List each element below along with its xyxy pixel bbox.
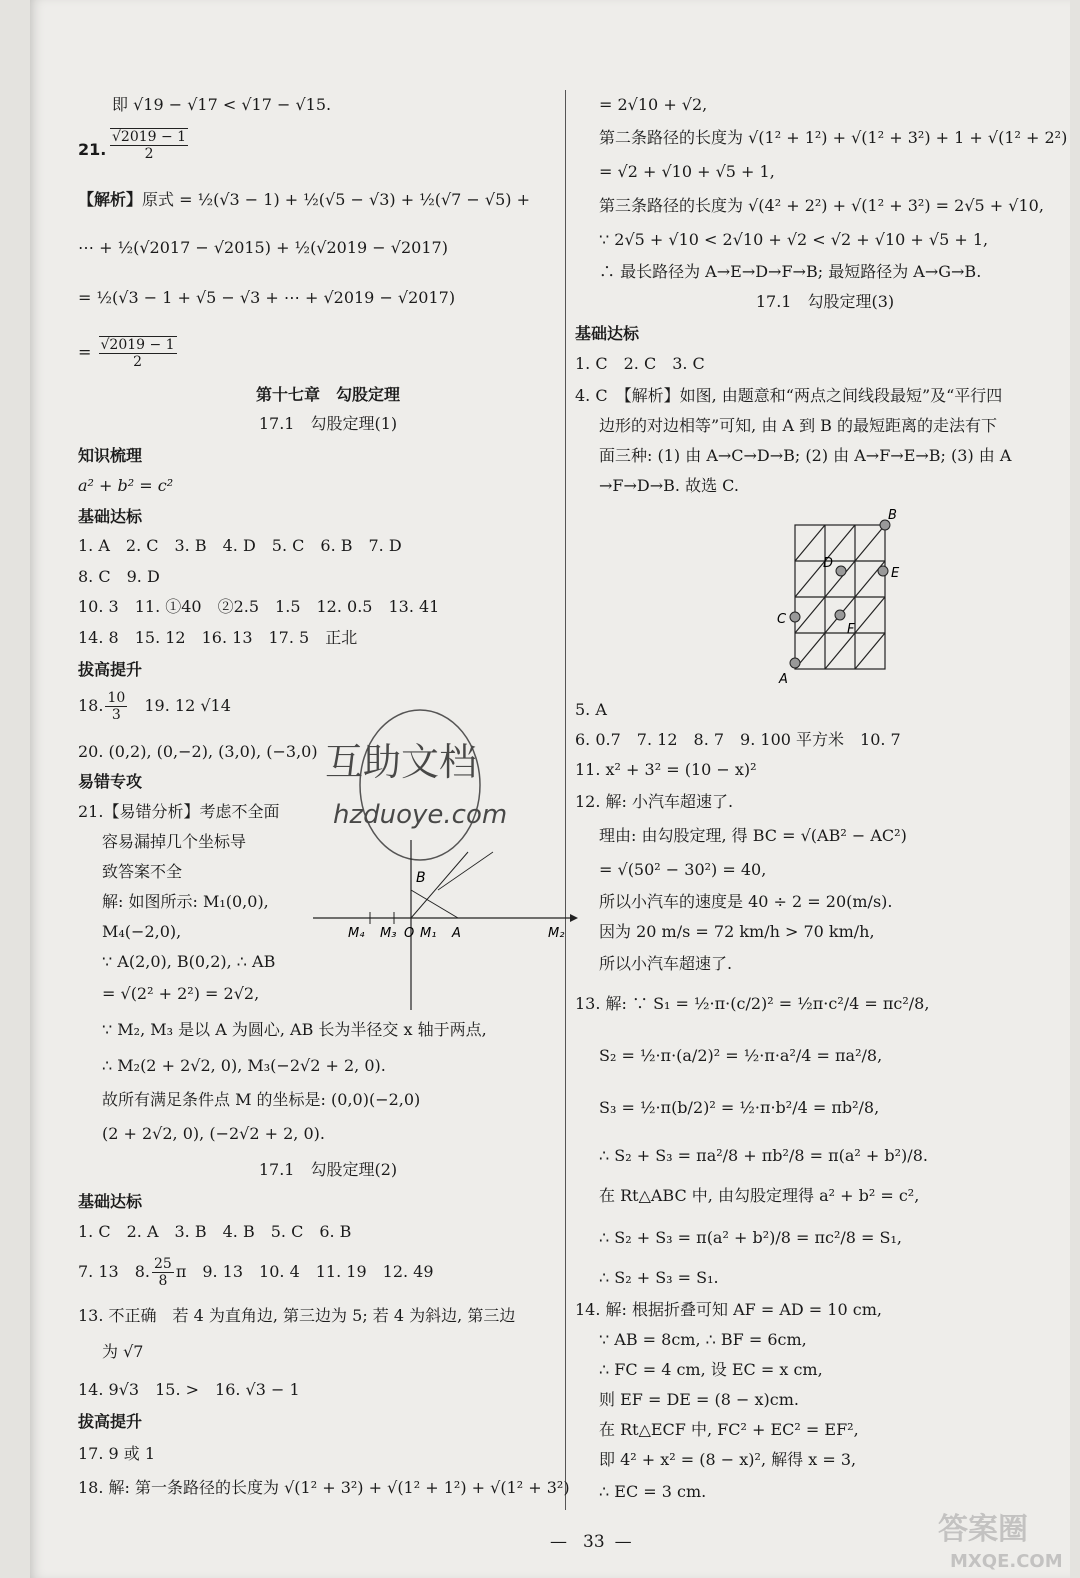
answer-line: 14. 8 15. 12 16. 13 17. 5 正北 bbox=[78, 628, 358, 647]
watermark-circle bbox=[360, 710, 480, 860]
text-line: = √2 + √10 + √5 + 1, bbox=[599, 162, 775, 181]
text-line: ∵ AB = 8cm, ∴ BF = 6cm, bbox=[599, 1330, 807, 1349]
watermark-url: hzduoye.com bbox=[333, 800, 508, 830]
answer-line: 1. C 2. C 3. C bbox=[575, 354, 705, 373]
grid-diagonal bbox=[795, 525, 825, 561]
document-page bbox=[30, 0, 1070, 1578]
text-line: →F→D→B. 故选 C. bbox=[599, 476, 739, 495]
text-line: 在 Rt△ABC 中, 由勾股定理得 a² + b² = c², bbox=[599, 1186, 920, 1205]
text-line: S₃ = ½·π(b/2)² = ½·π·b²/4 = πb²/8, bbox=[599, 1098, 880, 1117]
label-m4: M₄ bbox=[348, 926, 365, 941]
answer-line: 13. 不正确 若 4 为直角边, 第三边为 5; 若 4 为斜边, 第三边 bbox=[78, 1306, 516, 1325]
answer-line: 18. $\frac{10}{3}$ 19. 12 √14 bbox=[78, 690, 231, 723]
text-line: 则 EF = DE = (8 − x)cm. bbox=[599, 1390, 800, 1409]
analysis-result: = $\frac{√2019 - 1}{2}$ bbox=[78, 337, 175, 370]
text-line: ∴ 最长路径为 A→E→D→F→B; 最短路径为 A→G→B. bbox=[599, 262, 982, 281]
subheading: 基础达标 bbox=[78, 507, 143, 526]
corner-watermark bbox=[930, 1505, 1080, 1575]
label-d: D bbox=[823, 556, 834, 571]
subheading: 知识梳理 bbox=[78, 446, 143, 465]
text-line: 解: 如图所示: M₁(0,0), bbox=[102, 892, 269, 911]
text-line: 容易漏掉几个坐标导 bbox=[102, 832, 247, 851]
question-number: 21. bbox=[78, 140, 107, 159]
coordinate-figure bbox=[308, 840, 578, 1010]
label-o: O bbox=[404, 926, 415, 941]
subheading: 拔高提升 bbox=[78, 1412, 143, 1431]
corner-watermark-url: MXQE.COM bbox=[950, 1551, 1063, 1572]
text-line: M₄(−2,0), bbox=[102, 922, 182, 941]
corner-watermark-title: 答案圈 bbox=[938, 1512, 1028, 1547]
answer-line: 18. 解: 第一条路径的长度为 √(1² + 3²) + √(1² + 1²) + √(1² + 3²) bbox=[78, 1478, 570, 1497]
grid-diagonal bbox=[855, 525, 885, 561]
answer-line: 14. 9√3 15. > 16. √3 − 1 bbox=[78, 1380, 300, 1399]
point-f bbox=[835, 610, 845, 620]
answer-line: 21.【易错分析】考虑不全面 bbox=[78, 802, 280, 821]
text-line: 所以小汽车的速度是 40 ÷ 2 = 20(m/s). bbox=[599, 892, 893, 911]
subheading: 拔高提升 bbox=[78, 660, 143, 679]
label-f: F bbox=[847, 622, 855, 637]
text-line: 因为 20 m/s = 72 km/h > 70 km/h, bbox=[599, 922, 875, 941]
text-line: ∴ M₂(2 + 2√2, 0), M₃(−2√2 + 2, 0). bbox=[102, 1056, 386, 1075]
label-a: A bbox=[452, 926, 461, 941]
page-footer: — 33 — bbox=[550, 1532, 638, 1552]
grid-diagonal bbox=[855, 597, 885, 633]
text-line: 面三种: (1) 由 A→C→D→B; (2) 由 A→F→E→B; (3) 由 A bbox=[599, 446, 1012, 465]
text-line: = √(50² − 30²) = 40, bbox=[599, 860, 767, 879]
watermark-text: 互助文档 bbox=[325, 740, 478, 784]
section-title: 17.1 勾股定理(3) bbox=[755, 292, 895, 311]
point-d bbox=[836, 566, 846, 576]
point-a bbox=[790, 658, 800, 668]
answer-line: 10. 3 11. ①40 ②2.5 1.5 12. 0.5 13. 41 bbox=[78, 597, 440, 616]
text-line: S₂ = ½·π·(a/2)² = ½·π·a²/4 = πa²/8, bbox=[599, 1046, 883, 1065]
label-m3: M₃ bbox=[380, 926, 397, 941]
text-line: 所以小汽车超速了. bbox=[599, 954, 733, 973]
answer-line: 6. 0.7 7. 12 8. 7 9. 100 平方米 10. 7 bbox=[575, 730, 901, 749]
subheading: 基础达标 bbox=[78, 1192, 143, 1211]
answer-line: 为 √7 bbox=[102, 1342, 144, 1361]
answer-line: 11. x² + 3² = (10 − x)² bbox=[575, 760, 757, 779]
right-column bbox=[575, 0, 1075, 1540]
text-line: 即 4² + x² = (8 − x)², 解得 x = 3, bbox=[599, 1450, 857, 1469]
text-line: 致答案不全 bbox=[102, 862, 183, 881]
answer-line: 8. C 9. D bbox=[78, 567, 160, 586]
label-e: E bbox=[891, 566, 900, 581]
text-line: ∵ 2√5 + √10 < 2√10 + √2 < √2 + √10 + √5 + 1, bbox=[599, 230, 989, 249]
answer-line: 7. 13 8. $\frac{25}{8}$ π 9. 13 10. 4 11. 19 12. 49 bbox=[78, 1256, 434, 1289]
point-e bbox=[878, 566, 888, 576]
text-line: 在 Rt△ECF 中, FC² + EC² = EF², bbox=[599, 1420, 859, 1439]
text-line: ∴ S₂ + S₃ = S₁. bbox=[599, 1268, 719, 1287]
text-line: = √(2² + 2²) = 2√2, bbox=[102, 984, 260, 1003]
answer-line: 13. 解: ∵ S₁ = ½·π·(c/2)² = ½π·c²/4 = πc²/8, bbox=[575, 994, 930, 1013]
grid-diagonal bbox=[855, 633, 885, 669]
chapter-title: 第十七章 勾股定理 bbox=[255, 385, 400, 404]
point-c bbox=[790, 612, 800, 622]
formula: a² + b² = c² bbox=[78, 476, 174, 495]
section-title: 17.1 勾股定理(2) bbox=[258, 1160, 398, 1179]
text-line: ∴ EC = 3 cm. bbox=[599, 1482, 707, 1501]
grid-diagonal bbox=[795, 561, 825, 597]
answer-line: 1. A 2. C 3. B 4. D 5. C 6. B 7. D bbox=[78, 536, 402, 555]
text-line: 边形的对边相等”可知, 由 A 到 B 的最短距离的走法有下 bbox=[599, 416, 998, 435]
text-line: ∴ S₂ + S₃ = πa²/8 + πb²/8 = π(a² + b²)/8. bbox=[599, 1146, 928, 1165]
text-line: 理由: 由勾股定理, 得 BC = √(AB² − AC²) bbox=[599, 826, 907, 845]
text-line: ∵ M₂, M₃ 是以 A 为圆心, AB 长为半径交 x 轴于两点, bbox=[102, 1020, 487, 1039]
text-line: ∴ S₂ + S₃ = π(a² + b²)/8 = πc²/8 = S₁, bbox=[599, 1228, 903, 1247]
label-b: B bbox=[416, 870, 426, 886]
analysis-line: ⋯ + ½(√2017 − √2015) + ½(√2019 − √2017) bbox=[78, 238, 448, 257]
analysis-line: = ½(√3 − 1 + √5 − √3 + ⋯ + √2019 − √2017) bbox=[78, 288, 456, 307]
text-line: (2 + 2√2, 0), (−2√2 + 2, 0). bbox=[102, 1124, 325, 1143]
subheading: 基础达标 bbox=[575, 324, 640, 343]
answer-line: 12. 解: 小汽车超速了. bbox=[575, 792, 734, 811]
text-line: 即 √19 − √17 < √17 − √15. bbox=[112, 95, 332, 114]
label-b: B bbox=[888, 508, 897, 523]
grid-diagonal bbox=[825, 633, 855, 669]
text-line: 故所有满足条件点 M 的坐标是: (0,0)(−2,0) bbox=[102, 1090, 421, 1109]
text-line: = 2√10 + √2, bbox=[599, 95, 708, 114]
page-number: 33 bbox=[583, 1532, 605, 1552]
answer-line: 20. (0,2), (0,−2), (3,0), (−3,0) bbox=[78, 742, 318, 761]
text-line: ∴ FC = 4 cm, 设 EC = x cm, bbox=[599, 1360, 823, 1379]
answer-line: 14. 解: 根据折叠可知 AF = AD = 10 cm, bbox=[575, 1300, 882, 1319]
segment-ab bbox=[411, 890, 458, 918]
answer-line: 1. C 2. A 3. B 4. B 5. C 6. B bbox=[78, 1222, 352, 1241]
analysis-line: 【解析】原式 = ½(√3 − 1) + ½(√5 − √3) + ½(√7 − √5) + bbox=[78, 190, 531, 209]
label-m1: M₁ bbox=[420, 926, 437, 941]
text-line: 第三条路径的长度为 √(4² + 2²) + √(1² + 3²) = 2√5 + √10, bbox=[599, 196, 1044, 215]
answer-line: 4. C 【解析】如图, 由题意和“两点之间线段最短”及“平行四 bbox=[575, 386, 1003, 405]
answer-line: 5. A bbox=[575, 700, 607, 719]
text-line: ∵ A(2,0), B(0,2), ∴ AB bbox=[102, 952, 276, 971]
label-c: C bbox=[777, 612, 787, 627]
label-m2: M₂ bbox=[548, 926, 565, 941]
answer-21: $\frac{√2019 - 1}{2}$ bbox=[112, 129, 187, 162]
subheading: 易错专攻 bbox=[78, 772, 143, 791]
grid-figure bbox=[765, 505, 915, 690]
label-a: A bbox=[779, 672, 788, 687]
watermark bbox=[315, 705, 525, 865]
answer-line: 17. 9 或 1 bbox=[78, 1444, 156, 1463]
section-title: 17.1 勾股定理(1) bbox=[258, 414, 398, 433]
text-line: 第二条路径的长度为 √(1² + 1²) + √(1² + 3²) + 1 + √(1² + 2²) bbox=[599, 128, 1068, 147]
